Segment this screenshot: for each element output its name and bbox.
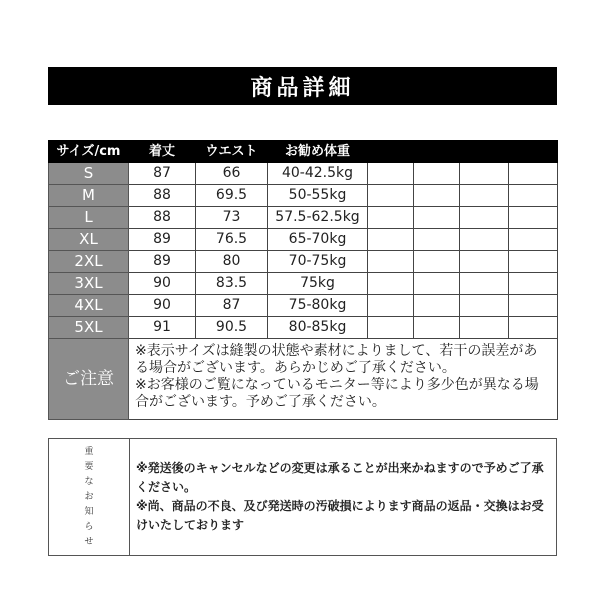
- empty-cell: [509, 251, 558, 273]
- size-table: [48, 140, 558, 420]
- table-row: [49, 163, 558, 185]
- table-row: [49, 295, 558, 317]
- weight-cell: 70-75kg: [268, 251, 368, 273]
- length-cell: 90: [129, 295, 196, 317]
- waist-cell: 69.5: [196, 185, 268, 207]
- caution-text: [129, 339, 558, 420]
- empty-cell: [414, 295, 460, 317]
- empty-cell: [460, 163, 509, 185]
- size-label: 5XL: [49, 317, 129, 339]
- weight-cell: 40-42.5kg: [268, 163, 368, 185]
- length-cell: 89: [129, 251, 196, 273]
- size-label: 3XL: [49, 273, 129, 295]
- empty-cell: [414, 317, 460, 339]
- notice-label-char: 要: [84, 461, 94, 472]
- waist-cell: 90.5: [196, 317, 268, 339]
- size-label: XL: [49, 229, 129, 251]
- empty-cell: [368, 207, 414, 229]
- empty-cell: [509, 229, 558, 251]
- empty-cell: [414, 251, 460, 273]
- important-notice: [48, 438, 557, 556]
- header-blank: [368, 141, 414, 163]
- empty-cell: [460, 251, 509, 273]
- empty-cell: [460, 207, 509, 229]
- empty-cell: [509, 163, 558, 185]
- size-label: L: [49, 207, 129, 229]
- header-size: サイズ/cm: [49, 141, 129, 163]
- empty-cell: [509, 207, 558, 229]
- notice-line-2: ※尚、商品の不良、及び発送時の汚破損によります商品の返品・交換はお受けいたしております: [136, 499, 544, 532]
- size-label: M: [49, 185, 129, 207]
- notice-label-char: お: [84, 491, 94, 502]
- notice-label: [49, 439, 130, 555]
- table-row: [49, 273, 558, 295]
- notice-label-char: ら: [84, 521, 94, 532]
- empty-cell: [509, 317, 558, 339]
- empty-cell: [460, 317, 509, 339]
- empty-cell: [460, 273, 509, 295]
- empty-cell: [460, 185, 509, 207]
- waist-cell: 73: [196, 207, 268, 229]
- empty-cell: [368, 185, 414, 207]
- header-blank: [509, 141, 558, 163]
- waist-cell: 66: [196, 163, 268, 185]
- weight-cell: 65-70kg: [268, 229, 368, 251]
- table-row: [49, 251, 558, 273]
- size-label: 4XL: [49, 295, 129, 317]
- notice-line-1: ※発送後のキャンセルなどの変更は承ることが出来かねますので予めご了承ください。: [136, 461, 544, 494]
- table-row: [49, 229, 558, 251]
- weight-cell: 50-55kg: [268, 185, 368, 207]
- empty-cell: [414, 229, 460, 251]
- table-header-row: [49, 141, 558, 163]
- weight-cell: 75-80kg: [268, 295, 368, 317]
- empty-cell: [414, 185, 460, 207]
- empty-cell: [460, 229, 509, 251]
- table-row: [49, 185, 558, 207]
- length-cell: 88: [129, 185, 196, 207]
- empty-cell: [368, 317, 414, 339]
- waist-cell: 76.5: [196, 229, 268, 251]
- notice-label-char: 知: [84, 506, 94, 517]
- empty-cell: [368, 229, 414, 251]
- length-cell: 89: [129, 229, 196, 251]
- empty-cell: [460, 295, 509, 317]
- notice-body: [130, 439, 556, 555]
- waist-cell: 80: [196, 251, 268, 273]
- caution-row: [49, 339, 558, 420]
- weight-cell: 75kg: [268, 273, 368, 295]
- length-cell: 90: [129, 273, 196, 295]
- length-cell: 91: [129, 317, 196, 339]
- empty-cell: [509, 295, 558, 317]
- caution-line-2: ※お客様のご覧になっているモニター等により多少色が異なる場合がございます。予めご了承ください。: [135, 377, 539, 410]
- empty-cell: [509, 273, 558, 295]
- empty-cell: [414, 207, 460, 229]
- empty-cell: [414, 273, 460, 295]
- header-blank: [460, 141, 509, 163]
- weight-cell: 57.5-62.5kg: [268, 207, 368, 229]
- empty-cell: [509, 185, 558, 207]
- waist-cell: 83.5: [196, 273, 268, 295]
- empty-cell: [368, 295, 414, 317]
- page-title: 商品詳細: [48, 67, 557, 105]
- length-cell: 88: [129, 207, 196, 229]
- empty-cell: [414, 163, 460, 185]
- empty-cell: [368, 251, 414, 273]
- notice-label-char: な: [84, 476, 94, 487]
- table-row: [49, 317, 558, 339]
- table-row: [49, 207, 558, 229]
- notice-label-char: せ: [84, 536, 94, 547]
- size-label: 2XL: [49, 251, 129, 273]
- header-blank: [414, 141, 460, 163]
- empty-cell: [368, 163, 414, 185]
- header-weight: お勧め体重: [268, 141, 368, 163]
- header-length: 着丈: [129, 141, 196, 163]
- length-cell: 87: [129, 163, 196, 185]
- caution-line-1: ※表示サイズは縫製の状態や素材によりまして、若干の誤差がある場合がございます。あらかじめご了承ください。: [135, 343, 538, 376]
- size-label: S: [49, 163, 129, 185]
- empty-cell: [368, 273, 414, 295]
- waist-cell: 87: [196, 295, 268, 317]
- notice-label-char: 重: [84, 446, 94, 457]
- weight-cell: 80-85kg: [268, 317, 368, 339]
- header-waist: ウエスト: [196, 141, 268, 163]
- caution-label: ご注意: [49, 339, 129, 420]
